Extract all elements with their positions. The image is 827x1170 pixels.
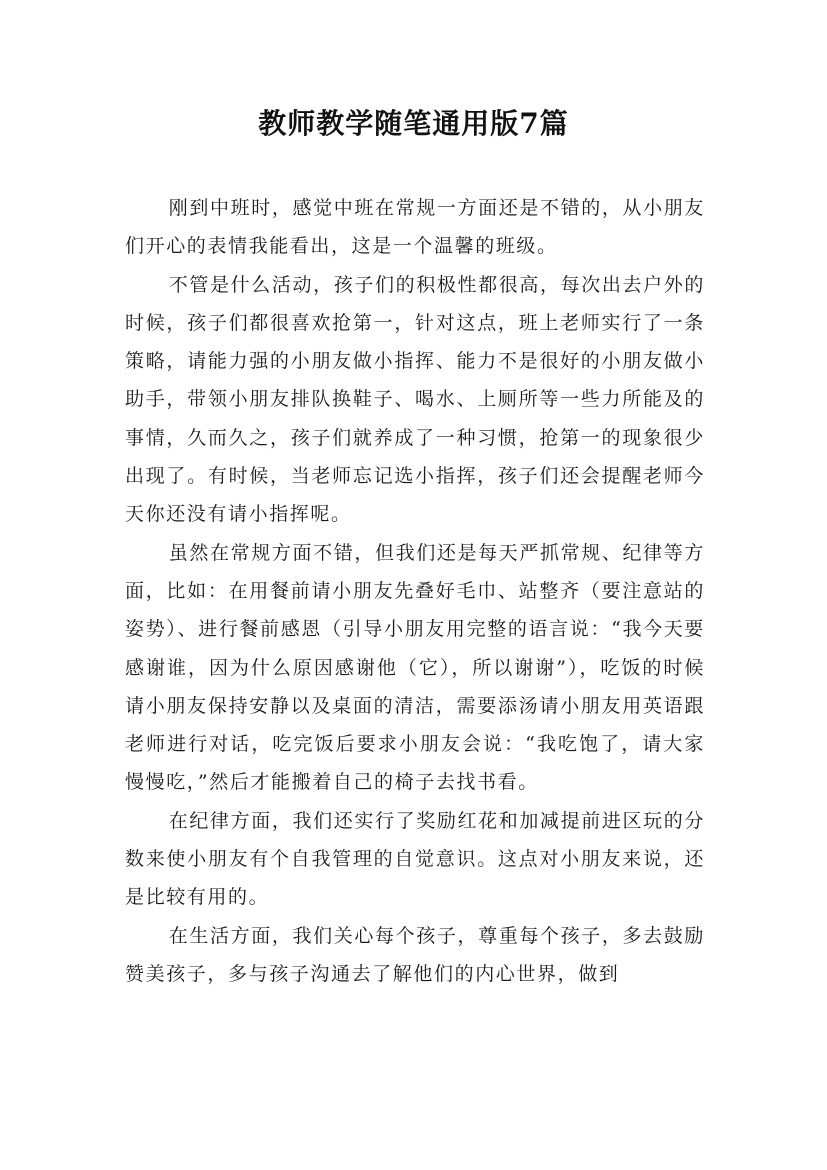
document-body — [125, 189, 705, 993]
paragraph: 不管是什么活动，孩子们的积极性都很高，每次出去户外的时候，孩子们都很喜欢抢第一，针对这点，班上老师实行了一条策略，请能力强的小朋友做小指挥、能力不是很好的小朋友做小助手，带领小朋友排队换鞋子、喝水、上厕所等一些力所能及的事情，久而久之，孩子们就养成了一种习惯，抢第一的现象很少出现了。有时候，当老师忘记选小指挥，孩子们还会提醒老师今天你还没有请小指挥呢。 — [125, 273, 705, 526]
paragraph: 在生活方面，我们关心每个孩子，尊重每个孩子，多去鼓励赞美孩子，多与孩子沟通去了解他们的内心世界，做到 — [125, 924, 705, 985]
document-title: 教师教学随笔通用版7篇 — [258, 107, 569, 140]
paragraph: 在纪律方面，我们还实行了奖励红花和加减提前进区玩的分数来使小朋友有个自我管理的自觉意识。这点对小朋友来说，还是比较有用的。 — [125, 809, 705, 909]
paragraph: 虽然在常规方面不错，但我们还是每天严抓常规、纪律等方面，比如：在用餐前请小朋友先叠好毛巾、站整齐（要注意站的姿势）、进行餐前感恩（引导小朋友用完整的语言说：“我今天要感谢谁，因为什么原因感谢他（它），所以谢谢”），吃饭的时候请小朋友保持安静以及桌面的清洁，需要添汤请小朋友用英语跟老师进行对话，吃完饭后要求小朋友会说：“我吃饱了，请大家慢慢吃，”然后才能搬着自己的椅子去找书看。 — [125, 541, 705, 794]
paragraph: 刚到中班时，感觉中班在常规一方面还是不错的，从小朋友们开心的表情我能看出，这是一个温馨的班级。 — [125, 197, 705, 258]
